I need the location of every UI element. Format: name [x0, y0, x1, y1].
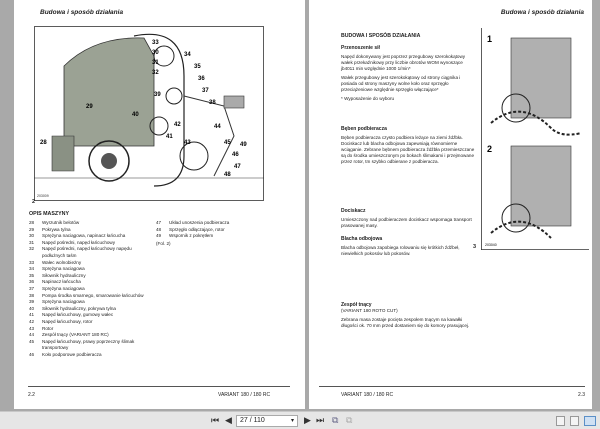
- section-title: BUDOWA I SPOSÓB DZIAŁANIA: [341, 33, 421, 39]
- item-label: Napęd łańcuchowy, rotor: [42, 318, 93, 324]
- figure-label-2: 2: [487, 144, 493, 154]
- item-label: Siłownik hydrauliczny, pokrywa tylna: [42, 305, 116, 311]
- footer-divider: [28, 386, 290, 387]
- last-page-button[interactable]: ⏭: [316, 415, 325, 425]
- item-number: 33: [29, 259, 35, 265]
- paragraph: Blacha odbojowa zapobiega rolowaniu się krótkich źdźbeł, niewielkich pokosów lub pokosów.: [341, 245, 460, 256]
- list-item: [29, 306, 152, 313]
- item-number: 28: [29, 220, 35, 225]
- item-label: Napinacz łańcucha: [42, 279, 81, 285]
- pickup-diagram: [481, 28, 589, 250]
- paragraph: * Wyposażenie do wyboru: [341, 96, 395, 101]
- footer-divider: [319, 386, 585, 387]
- chevron-down-icon: ▾: [290, 418, 294, 424]
- item-label: Napęd pośredni, napęd łańcuchowy napędu podłużnych taśm: [42, 246, 132, 258]
- item-number: 30: [29, 233, 35, 239]
- callout-34: 34: [184, 52, 191, 58]
- list-item: [29, 326, 152, 333]
- callout-35: 35: [194, 64, 201, 70]
- callout-49: 49: [240, 142, 247, 148]
- list-item: [29, 279, 152, 286]
- callout-47: 47: [234, 164, 241, 170]
- item-number: 46: [29, 351, 35, 357]
- item-number: 47: [156, 220, 162, 225]
- subsection-title: Blacha odbojowa: [341, 236, 383, 242]
- figure-label-1: 1: [487, 34, 493, 44]
- paragraph: Umieszczony nad podbieraczem dociskacz wspomaga transport prasowanej masy.: [341, 217, 472, 228]
- item-label: Sprężyna naciągowa, napinacz łańcucha: [42, 233, 126, 239]
- callout-32: 32: [152, 70, 159, 76]
- baler-diagram: [34, 26, 264, 201]
- page-header: Budowa i sposób działania: [40, 9, 124, 16]
- page-number-value: 27 / 110: [240, 417, 265, 424]
- callout-46: 46: [232, 152, 239, 158]
- list-item: [29, 319, 152, 326]
- list-item: [29, 240, 152, 247]
- subsection-title: Przenoszenie sił: [341, 45, 380, 51]
- callout-39: 39: [154, 92, 161, 98]
- item-number: 42: [29, 318, 35, 324]
- item-number: 37: [29, 285, 35, 291]
- subsection-title: Bęben podbieracza: [341, 126, 387, 132]
- item-number: 38: [29, 292, 35, 298]
- list-item: [29, 299, 152, 306]
- right-page: [309, 0, 592, 409]
- parts-list-col2: [156, 220, 279, 240]
- list-item: [29, 339, 152, 352]
- footer-model: VARIANT 180 / 180 RC: [218, 392, 271, 398]
- callout-33: 33: [152, 40, 159, 46]
- paragraph: (VARIANT 180 ROTO CUT): [341, 308, 398, 313]
- list-item: [29, 332, 152, 339]
- item-number: 49: [156, 233, 162, 239]
- item-label: Napęd pośredni, napęd łańcuchowy: [42, 239, 116, 245]
- item-label: Wspornik z pokrętłem: [169, 233, 214, 239]
- item-label: Sprężyna naciągowa: [42, 299, 85, 305]
- item-label: Układ unoszenia podbieracza: [169, 220, 230, 225]
- list-item: [29, 233, 152, 240]
- left-page: [14, 0, 305, 409]
- list-item: [29, 260, 152, 267]
- list-item: [156, 220, 279, 227]
- item-number: 40: [29, 305, 35, 311]
- list-item: [29, 246, 152, 259]
- callout-37: 37: [202, 88, 209, 94]
- callout-48: 48: [224, 172, 231, 178]
- section-cutter: [341, 302, 477, 332]
- first-page-button[interactable]: ⏮: [211, 415, 220, 425]
- item-label: Rotor: [42, 325, 54, 331]
- item-label: Napęd łańcuchowy, gumowy wałec: [42, 312, 114, 318]
- item-label: Sprzęgło odłączające, rotor: [169, 226, 225, 232]
- item-number: 35: [29, 272, 35, 278]
- callout-29: 29: [86, 104, 93, 110]
- page-header: Budowa i sposób działania: [500, 9, 584, 16]
- list-item: [29, 352, 152, 359]
- rotate-icon[interactable]: ⧉: [332, 415, 339, 425]
- list-item: [29, 293, 152, 300]
- parts-list-col1: [29, 220, 152, 358]
- item-label: Napęd łańcuchowy, prawy poprzeczny ślimak transportowy: [42, 338, 135, 351]
- footer-page-number: 2.2: [28, 392, 35, 398]
- item-label: Wyrzutnik belotów: [42, 220, 80, 225]
- section-deflector: [341, 236, 477, 260]
- list-item: [156, 233, 279, 240]
- item-label: Pokrywa tylna: [42, 226, 71, 232]
- previous-page-button[interactable]: ◀: [225, 415, 232, 425]
- callout-44: 44: [214, 124, 221, 130]
- paragraph: Wałek przegubowy jest szerokokątowy od strony ciągnika i posiada od strony maszyny wolne koło oraz sprzęgło przeciążeniowe względnie sprzęgło włączające*: [341, 75, 461, 92]
- subsection-title: Dociskacz: [341, 208, 366, 214]
- callout-31: 31: [152, 60, 159, 66]
- list-item: [29, 227, 152, 234]
- callout-40: 40: [132, 112, 139, 118]
- list-item: [29, 286, 152, 293]
- item-label: Pompa środka smarnego, smarowanie łańcuchów: [42, 292, 144, 298]
- fit-page-icon[interactable]: ⧉: [346, 415, 353, 425]
- callout-41: 41: [166, 134, 173, 140]
- callout-38: 38: [209, 100, 216, 106]
- item-number: 41: [29, 312, 35, 318]
- item-number: 48: [156, 226, 162, 232]
- list-item: [29, 312, 152, 319]
- list-item: [29, 273, 152, 280]
- item-number: 34: [29, 266, 35, 272]
- callout-43: 43: [184, 140, 191, 146]
- figure-code: 203009: [37, 194, 49, 198]
- figure-number: 3: [473, 244, 477, 250]
- paragraph: Bęben podbieracza czysto podbiera leżące na ziemi źdźbła. Dociskacz lub blacha odbojowa zapewniają równomierne wciąganie. Zebrane bębnem podbieracza źdźbła przemieszczane są do środka umieszczonym po bokach ślimakami i przejmowane przez rotor, tm szybko odbierane z podbieracza.: [341, 135, 475, 164]
- single-page-view-button[interactable]: [556, 416, 565, 426]
- next-page-button[interactable]: ▶: [304, 415, 311, 425]
- item-label: Wałec wolnobieżny: [42, 259, 82, 265]
- section-pickup-drum: [341, 126, 477, 168]
- callout-42: 42: [174, 122, 181, 128]
- section-power-transmission: [341, 45, 477, 105]
- list-item: [156, 227, 279, 234]
- continuous-view-button[interactable]: [570, 416, 579, 426]
- item-label: Sprężyna naciągowa: [42, 285, 85, 291]
- item-label: Siłownik hydrauliczny: [42, 272, 86, 278]
- callout-45: 45: [224, 140, 231, 146]
- callout-28: 28: [40, 140, 47, 146]
- figure-number: 2: [32, 199, 36, 205]
- item-number: 43: [29, 325, 35, 331]
- item-number: 39: [29, 299, 35, 305]
- figure-reference: (Fol. 2): [156, 241, 171, 246]
- viewer-toolbar: [0, 411, 600, 429]
- item-label: Zespół tnący (VARIANT 180 RC): [42, 332, 109, 338]
- list-item: [29, 220, 152, 227]
- item-label: Sprężyna naciągowa: [42, 266, 85, 272]
- section-presser: [341, 208, 477, 232]
- item-number: 29: [29, 226, 35, 232]
- list-item: [29, 266, 152, 273]
- figure-code: 203040: [485, 243, 497, 247]
- callout-30: 30: [152, 50, 159, 56]
- paragraph: Zebrana masa zostaje pocięta zespołem tnącym na kawałki długości ok. 70 mm przed dostaniem się do komory prasującej.: [341, 317, 470, 328]
- item-number: 45: [29, 338, 35, 344]
- section-title: OPIS MASZYNY: [29, 211, 70, 217]
- item-number: 44: [29, 332, 35, 338]
- page-number-select[interactable]: [236, 415, 298, 427]
- item-number: 32: [29, 246, 35, 252]
- two-page-view-button[interactable]: [584, 416, 596, 426]
- item-label: Koło podporowe podbieracza: [42, 351, 102, 357]
- item-number: 31: [29, 239, 35, 245]
- footer-page-number: 2.3: [578, 392, 585, 398]
- subsection-title: Zespół tnący: [341, 302, 372, 308]
- footer-model: VARIANT 180 / 180 RC: [341, 392, 394, 398]
- paragraph: Napęd dokonywany jest poprzez przegubowy szerokokątowy wałek przekaźnikowy przy liczbie obrotów WOM wynoszące jb4011 min względnie 1000 1/min*: [341, 54, 466, 71]
- callout-36: 36: [198, 76, 205, 82]
- item-number: 36: [29, 279, 35, 285]
